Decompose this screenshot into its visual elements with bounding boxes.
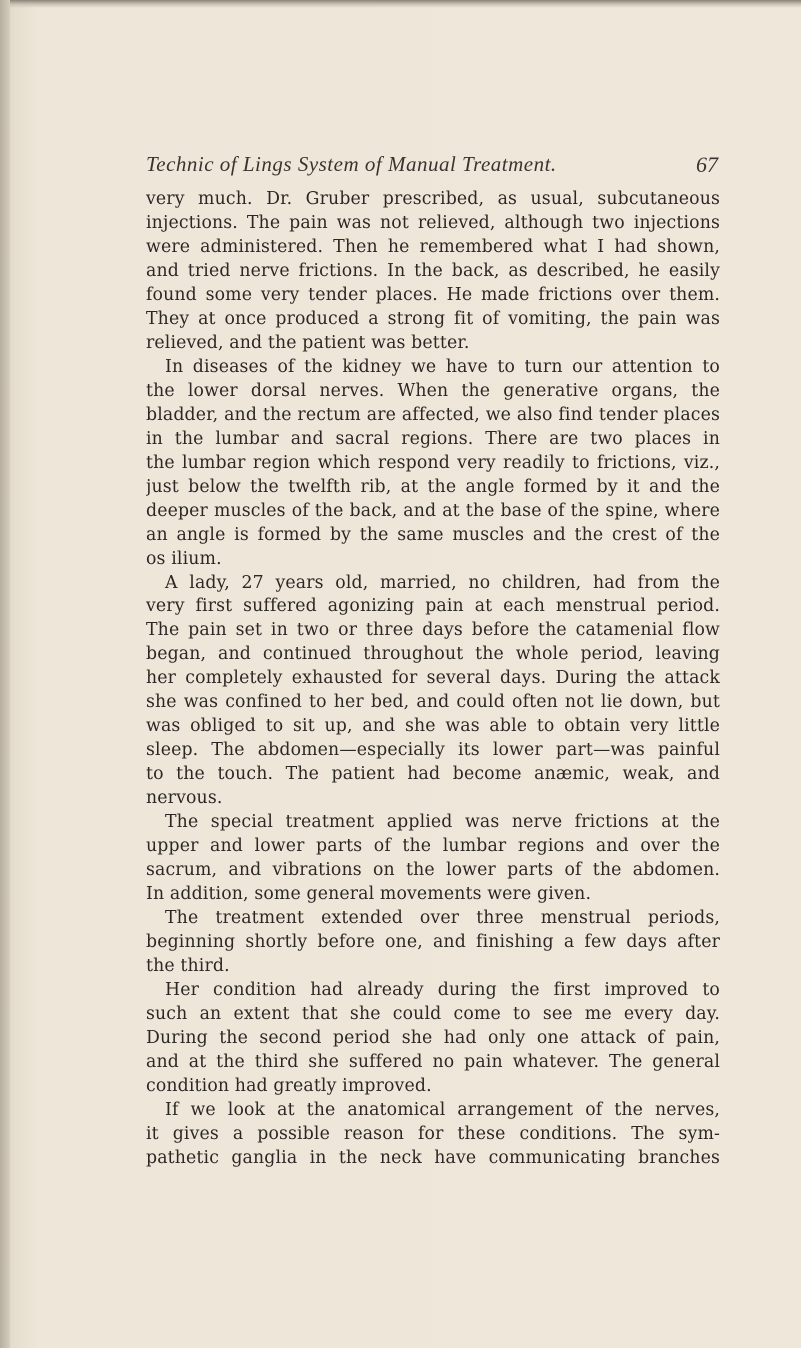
body-text — [146, 188, 720, 1298]
text-line: was obliged to sit up, and she was able to obtain very little — [146, 716, 720, 737]
page-number: 67 — [696, 152, 718, 177]
text-line: very much. Dr. Gruber prescribed, as usual, subcutaneous — [146, 189, 720, 209]
text-line: the third. — [146, 956, 230, 976]
text-line: If we look at the anatomical arrangement of the nerves, — [165, 1099, 720, 1120]
text-line: found some very tender places. He made frictions over them. — [146, 284, 720, 305]
text-line: During the second period she had only one attack of pain, — [146, 1027, 720, 1048]
text-line: sleep. The abdomen—especially its lower part—was painful — [146, 740, 720, 761]
page-binding-edge — [0, 0, 10, 1348]
text-line: sacrum, and vibrations on the lower parts of the abdomen. — [146, 860, 720, 881]
text-line: The treatment extended over three menstrual periods, — [165, 908, 720, 929]
text-line: nervous. — [146, 788, 223, 809]
text-line: injections. The pain was not relieved, although two injections — [146, 212, 720, 233]
text-line: her completely exhausted for several days. During the attack — [146, 668, 720, 689]
text-line: in the lumbar and sacral regions. There are two places in — [146, 428, 720, 449]
text-line: They at once produced a strong fit of vomiting, the pain was — [146, 308, 720, 329]
text-line: os ilium. — [146, 548, 222, 569]
text-line: deeper muscles of the back, and at the base of the spine, where — [146, 500, 720, 521]
text-line: bladder, and the rectum are affected, we also find tender places — [146, 404, 720, 425]
text-line: were administered. Then he remembered what I had shown, — [146, 236, 720, 257]
text-line: The pain set in two or three days before the catamenial flow — [146, 620, 720, 641]
text-line: relieved, and the patient was better. — [146, 332, 470, 353]
text-line: such an extent that she could come to see me every day. — [146, 1003, 720, 1024]
text-line: beginning shortly before one, and finishing a few days after — [146, 932, 720, 953]
text-line: The special treatment applied was nerve frictions at the — [165, 812, 720, 833]
text-line: In diseases of the kidney we have to turn our attention to — [165, 356, 720, 377]
text-line: condition had greatly improved. — [146, 1075, 432, 1096]
text-line: the lumbar region which respond very readily to frictions, viz., — [146, 452, 720, 473]
text-line: Her condition had already during the first improved to — [165, 979, 720, 1000]
text-line: it gives a possible reason for these conditions. The sym- — [146, 1123, 720, 1144]
text-line: to the touch. The patient had become anæmic, weak, and — [146, 764, 720, 785]
text-line: an angle is formed by the same muscles and the crest of the — [146, 524, 720, 545]
text-line: pathetic ganglia in the neck have communicating branches — [146, 1147, 720, 1168]
text-line: and tried nerve frictions. In the back, as described, he easily — [146, 260, 720, 281]
running-head: Technic of Lings System of Manual Treatment. — [146, 152, 557, 176]
text-line: and at the third she suffered no pain whatever. The general — [146, 1051, 720, 1072]
text-line: just below the twelfth rib, at the angle formed by it and the — [146, 476, 720, 497]
text-line: very first suffered agonizing pain at each menstrual period. — [146, 596, 720, 617]
text-line: upper and lower parts of the lumbar regions and over the — [146, 836, 720, 857]
text-line: the lower dorsal nerves. When the generative organs, the — [146, 380, 720, 401]
text-line: began, and continued throughout the whole period, leaving — [146, 644, 720, 665]
text-line: A lady, 27 years old, married, no children, had from the — [165, 572, 720, 593]
text-line: she was confined to her bed, and could often not lie down, but — [146, 692, 720, 713]
page-top-edge — [0, 0, 801, 8]
text-line: In addition, some general movements were given. — [146, 884, 592, 905]
